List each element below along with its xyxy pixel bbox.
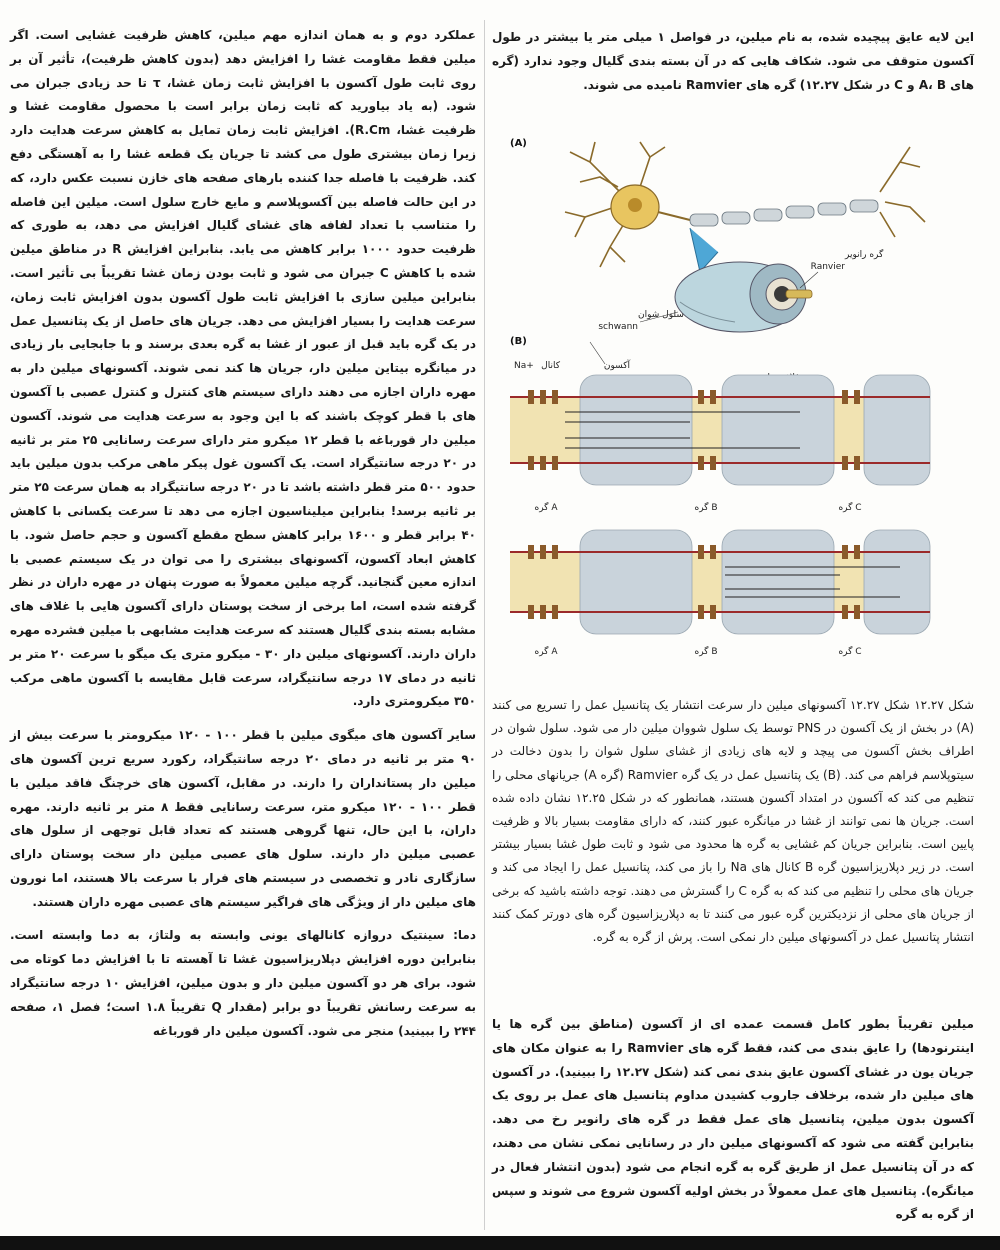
left-column bbox=[10, 24, 476, 1053]
label-na: Na+ bbox=[514, 361, 534, 371]
node-b-label-2: B گره bbox=[694, 647, 718, 657]
panel-a-label: (A) bbox=[510, 138, 527, 149]
figure-caption bbox=[492, 694, 974, 959]
label-axon: آکسون bbox=[603, 361, 630, 371]
node-c-label-1: C گره bbox=[838, 503, 862, 513]
label-node-ranvier: گره رانویر bbox=[845, 250, 884, 260]
node-c-label-2: C گره bbox=[838, 647, 862, 657]
left-paragraph-2: سایر آکسون های میگوی میلین با قطر ۱۰۰ - ۱۲۰ میکرومتر با سرعت بیش از ۹۰ متر بر ثانیه در دمای ۲۰ درجه سانتیگراد، رکورد سریع ترین آکسون های میلین دار پستانداران را دارند. در مقابل، آکسون های خرچنگ فاقد میلین با قطر ۱۰۰ - ۱۲۰ میکرو متر، سرعت رسانایی فقط ۸ متر بر ثانیه دارند. مهره داران، با این حال، تنها گروهی هستند که تعداد قابل توجهی از سلول های عصبی میلین دار دارند. سلول های عصبی میلین دار سخت پوستان دارای سازگاری نادر و تخصصی در سیستم های فرار با سرعت بالا هستند، اما نورون های میلین دار از ویژگی های فراگیر سیستم های عصبی مهره داران هستند. bbox=[10, 728, 477, 909]
axon-diagram-1 bbox=[510, 375, 930, 485]
right-column-body bbox=[492, 1013, 974, 1237]
myelin-axon-figure bbox=[500, 132, 940, 672]
column-divider bbox=[484, 20, 485, 1230]
left-paragraph-3: دما: سینتیک دروازه کانالهای یونی وابسته به ولتاژ، به دما وابسته است. بنابراین دوره افزایش دپلاریزاسیون غشا تا آهسته تا با افزایش دما کوتاه می شود. برای هر دو آکسون میلین دار و بدون میلین، افزایش ۱۰ درجه سانتیگراد به سرعت رسانش تقریباً دو برابر (مقدار Q تقریباً ۱.۸ است؛ فصل ۱، صفحه ۲۴۴ را ببینید) منجر می شود. آکسون میلین دار قورباغه bbox=[10, 928, 477, 1038]
axon-diagram-2 bbox=[510, 530, 930, 634]
node-b-label-1: B گره bbox=[694, 503, 718, 513]
left-paragraph-1: عملکرد دوم و به همان اندازه مهم میلین، کاهش ظرفیت غشایی است. اگر میلین فقط مقاومت غشا را افزایش دهد (بدون کاهش ظرفیت)، تأثیر آن بر روی ثابت طول آکسون با افزایش ثابت زمان غشا، τ تا حد زیادی جبران می شود. (به یاد بیاورید که ثابت زمان برابر است با محصول مقاومت غشا و ظرفیت غشا، R.Cm). افزایش ثابت زمان تمایل به کاهش سرعت هدایت دارد زیرا زمان بیشتری طول می کشد تا جریان یک قطعه غشا را به آهستگی دفع کند. ظرفیت با فاصله جدا کننده بارهای صفحه های خازن نسبت عکس دارد، که در این حالت فاصله بین آکسوپلاسم و مایع خارج سلول است. میلین این فاصله را متناسب با تعداد لفافه های غشای گلیال افزایش می دهد، به طوری که ظرفیت حدود ۱۰۰۰ برابر کاهش می یابد. بنابراین افزایش R در مناطق میلین شده با کاهش C جبران می شود و ثابت بودن زمان غشا تقریباً بی تأثیر است. بنابراین میلین سازی با افزایش ثابت طول آکسون بدون افزایش ثابت زمان، سرعت هدایت را بسیار افزایش می دهد. جریان های حاصل از یک پتانسیل عمل در یک گره باید قبل از عبور از غشا به گره بعدی برسند و با جابجایی بار زیادی در میانگره بیتاین میلین دار، جریان ها کند نمی شوند. آکسونهای میلین دار به مهره داران اجازه می دهند دارای سیستم های کنترل و کنترل عصبی با آکسون های با قطر کوچک باشند که با این وجود به سرعت هدایت می شوند. آکسون میلین دار قورباغه با قطر ۱۲ میکرو متر دارای سرعت رسانایی ۲۵ متر بر ثانیه در ۲۰ درجه سانتیگراد است. یک آکسون غول پیکر ماهی مرکب بدون میلین باید حدود ۵۰۰ متر قطر داشته باشد تا در ۲۰ درجه سانتیگراد به همان سرعت ۲۵ متر بر ثانیه برسد! بنابراین میلیناسیون اجازه می دهد تا سرعت یکسانی با کاهش ۴۰ برابر قطر و ۱۶۰۰ برابر کاهش سطح مقطع آکسون و حجم حاصل شود. با کاهش ابعاد آکسون، آکسونهای بیشتری را می توان در یک سیستم عصبی با اندازه معین گنجانید. گرچه میلین معمولاً به صورت پنهان در مهره داران در نظر گرفته شده است، اما برخی از سخت پوستان دارای آکسون هایی با غلاف های مشابه بسته بندی گلیال هستند که سرعت هدایت مشابهی با میلین فشرده مهره داران دارند. آکسونهای میلین دار ۳۰ - میکرو متری یک میگو با سرعت ۲۰ متر بر ثانیه در دمای ۱۷ درجه سانتیگراد، سرعت قابل مقایسه با آکسون ماهی مرکب ۳۵۰ میکرومتری دارد. bbox=[10, 28, 476, 709]
node-a-label-1: A گره bbox=[534, 503, 558, 513]
neuron-illustration bbox=[565, 142, 925, 332]
bottom-bar bbox=[0, 1236, 1000, 1250]
right-bottom-paragraph: میلین تقریباً بطور کامل قسمت عمده ای از آکسون (مناطق بین گره ها یا اینترنودها) را عایق بندی می کند، فقط گره های Ramvier را به عنوان مکان های جریان یون در غشای آکسون عایق بندی نمی کند (شکل ۱۲.۲۷ را ببینید). در آکسون های میلین دار شده، برخلاف جاروب کشیدن مداوم پتانسیل های عمل بر روی یک آکسون بدون میلین، پتانسیل های عمل فقط در گره های رانویر رخ می دهد. بنابراین گفته می شود که آکسونهای میلین دار در رسانایی نمکی نشان می دهند، که در آن پتانسیل عمل از طریق گره به گره انجام می شود (بدون انتشار فعال در میانگره). پتانسیل های عمل معمولاً در بخش اولیه آکسون شروع می شوند و سپس از گره به گره bbox=[492, 1017, 974, 1222]
label-ranvier-en: Ranvier bbox=[810, 262, 845, 272]
caption-text: شکل ۱۲.۲۷ شکل ۱۲.۲۷ آکسونهای میلین دار سرعت انتشار یک پتانسیل عمل را تسریع می کنند (A) در بخش از یک آکسون در PNS توسط یک سلول شووان میلین دار می شود. سلول شوان در اطراف بخش آکسون می پیچد و لایه های زیادی از غشای سلول شوان را بدون دخالت در سیتوپلاسم فراهم می کند. (B) یک پتانسیل عمل در یک گره Ramvier (گره A) جریانهای محلی را تنظیم می کند که آکسون در امتداد آکسون هستند، همانطور که در شکل ۱۲.۲۵ نشان داده شده است. جریان ها نمی توانند از غشا در میانگره عبور کنند، که دارای مقاومت بسیار بالا و ظرفیت پایین است. بنابراین جریان کم غشایی به گره ها محدود می شود و ثابت طول غشا بسیار بیشتر است. در زیر دپلاریزاسیون گره B کانال های Na را باز می کند، پتانسیل عمل را ایجاد می کند و جریان های محلی را تنظیم می کند که به گره C را گسترش می دهند. توجه داشته باشید که برخی از جریان های محلی از نزدیکترین گره عبور می کنند تا به دپلاریزاسیون گره های دورتر کمک کنند انتشار پتانسیل عمل در آکسونهای میلین دار نمکی است. پرش از گره به گره. bbox=[492, 698, 975, 945]
panel-b-label: (B) bbox=[510, 336, 527, 347]
node-a-label-2: A گره bbox=[534, 647, 558, 657]
label-channel: کانال bbox=[541, 361, 560, 371]
schwann-leader-line-2 bbox=[590, 342, 605, 364]
right-column-intro bbox=[492, 26, 974, 107]
label-schwann: سلول شوان bbox=[638, 310, 684, 320]
label-schwann-en: schwann bbox=[598, 322, 638, 332]
intro-paragraph: این لایه عایق پیچیده شده، به نام میلین، در فواصل ۱ میلی متر یا بیشتر در طول آکسون متوقف می شود. شکاف هایی که در آن بسته بندی گلیال وجود ندارد (گره های A، B و C در شکل ۱۲.۲۷) گره های Ramvier نامیده می شوند. bbox=[492, 30, 974, 92]
